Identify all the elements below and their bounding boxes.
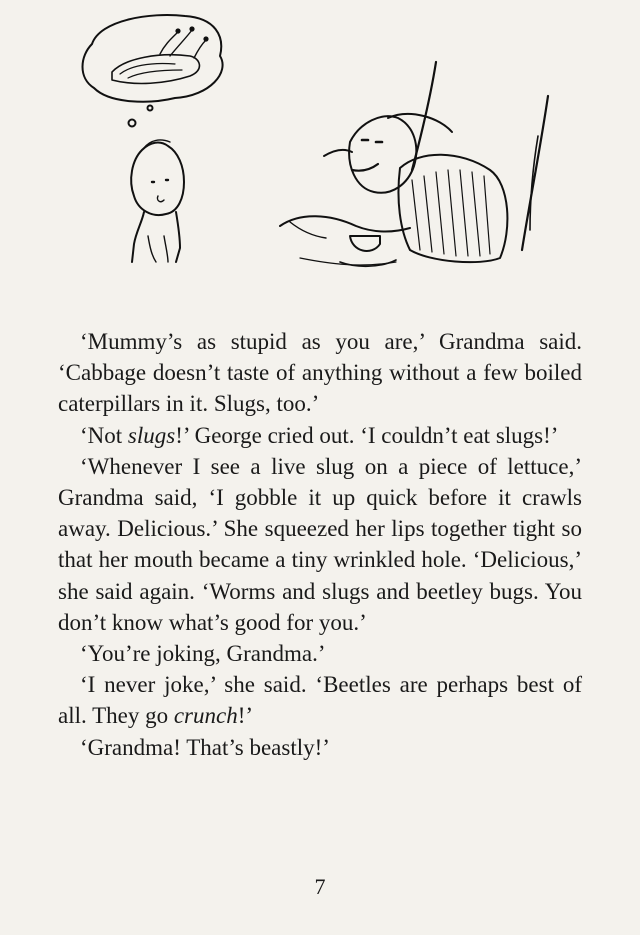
illustration	[0, 0, 640, 290]
paragraph-3: ‘Whenever I see a live slug on a piece of lettuce,’ Grandma said, ‘I gobble it up quick before it crawls away. Delicious.’ She squeezed her lips together tight so that her mouth became a tiny wrinkled hole. ‘Delicious,’ she said again. ‘Worms and slugs and beetley bugs. You don’t know what’s good for you.’	[58, 453, 582, 635]
boy-and-grandma-drawing	[0, 0, 640, 290]
grandma-icon	[280, 62, 548, 266]
story-text	[58, 326, 582, 763]
paragraph-5: ‘I never joke,’ she said. ‘Beetles are perhaps best of all. They go crunch!’	[58, 672, 582, 729]
paragraph-1: ‘Mummy’s as stupid as you are,’ Grandma said. ‘Cabbage doesn’t taste of anything without a few boiled caterpillars in it. Slugs, too.’	[58, 329, 582, 417]
paragraph-2: ‘Not slugs!’ George cried out. ‘I couldn’t eat slugs!’	[80, 422, 559, 448]
boy-george-icon	[131, 140, 184, 262]
paragraph-6: ‘Grandma! That’s beastly!’	[80, 734, 330, 760]
page-number: 7	[314, 874, 326, 899]
emphasis-crunch: crunch	[173, 703, 238, 729]
emphasis-slugs: slugs	[127, 422, 176, 448]
thought-bubble-icon	[83, 15, 223, 126]
paragraph-4: ‘You’re joking, Grandma.’	[80, 641, 326, 667]
